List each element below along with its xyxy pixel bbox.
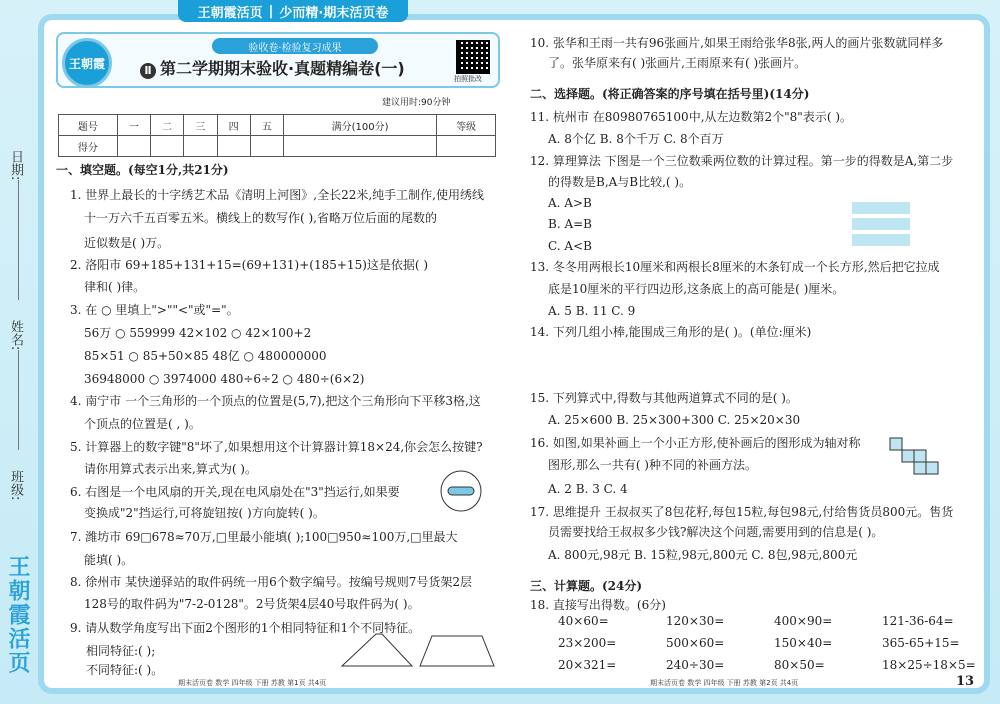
question-line: C. A<B — [548, 239, 592, 253]
date-line — [18, 180, 19, 300]
question-line: 5. 计算器上的数字键"8"坏了,如果想用这个计算器计算18×24,你会怎么按键? — [70, 440, 483, 454]
question-line: 2. 洛阳市 69+185+131+15=(69+131)+(185+15)这是依据( ) — [70, 258, 429, 272]
question-line: B. A=B — [548, 217, 592, 231]
brand-name: 王朝霞活页 — [197, 5, 263, 21]
question-line: 128号的取件码为"7-2-0128"。2号货架4层40号取件码为( )。 — [84, 597, 420, 611]
trapezoid-figures — [336, 632, 498, 670]
question-line: A. 2 B. 3 C. 4 — [548, 482, 628, 496]
calc-item: 365-65+15= — [882, 636, 960, 650]
paper-number: Ⅱ — [140, 63, 156, 79]
sub-banner: 验收卷·检验复习成果 — [212, 38, 378, 54]
question-line: 不同特征:( )。 — [86, 663, 164, 677]
calc-item: 40×60= — [558, 614, 609, 628]
page-number: 13 — [956, 674, 975, 689]
calc-item: 120×30= — [666, 614, 725, 628]
calc-item: 18×25÷18×5= — [882, 658, 976, 672]
question-line: 85×51 ○ 85+50×85 48亿 ○ 480000000 — [84, 349, 327, 363]
question-line: 的得数是B,A与B比较,( )。 — [548, 175, 692, 189]
question-line: 18. 直接写出得数。(6分) — [530, 598, 666, 612]
grid-squares-figure — [888, 436, 944, 476]
score-header-row: 题号 一 二 三 四 五 满分(100分) 等级 — [59, 115, 496, 136]
qr-code-icon[interactable] — [456, 40, 490, 74]
brand-logo: 王朝霞 — [62, 38, 112, 88]
class-label: 班级: — [8, 470, 23, 501]
question-line: 8. 徐州市 某快递驿站的取件码统一用6个数字编号。按编号规则7号货架2层 — [70, 575, 472, 589]
question-line: 请你用算式表示出来,算式为( )。 — [84, 462, 257, 476]
question-line: 员需要找给王叔叔多少钱?解决这个问题,需要用到的信息是( )。 — [548, 525, 884, 539]
footer-right: 期末活页卷 数学 四年级 下册 苏教 第2页 共4页 — [650, 679, 799, 687]
question-line: 14. 下列几组小棒,能围成三角形的是( )。(单位:厘米) — [530, 325, 812, 339]
suggested-time: 建议用时:90分钟 — [382, 98, 451, 108]
question-line: 7. 潍坊市 69□678≈70万,□里最小能填( );100□950≈100万,□里最大 — [70, 530, 458, 544]
question-line: 36948000 ○ 3974000 480÷6÷2 ○ 480÷(6×2) — [84, 372, 365, 386]
calc-item: 80×50= — [774, 658, 825, 672]
series-name: 少而精·期末活页卷 — [279, 5, 389, 21]
question-line: 底是10厘米的平行四边形,这条底上的高可能是( )厘米。 — [548, 282, 845, 296]
fan-switch-figure — [436, 466, 486, 516]
question-line: 图形,那么一共有( )种不同的补画方法。 — [548, 458, 757, 472]
question-line: 13. 冬冬用两根长10厘米和两根长8厘米的木条钉成一个长方形,然后把它拉成 — [530, 260, 940, 274]
question-line: A. A>B — [548, 196, 592, 210]
question-line: 了。张华原来有( )张画片,王雨原来有( )张画片。 — [548, 56, 807, 70]
qr-caption: 拍照批改 — [454, 75, 482, 83]
calc-item: 121-36-64= — [882, 614, 954, 628]
question-line: 十一万六千五百零五米。横线上的数写作( ),省略万位后面的尾数的 — [84, 211, 437, 225]
question-line: 个顶点的位置是( , )。 — [84, 417, 201, 431]
section-heading: 三、计算题。(24分) — [530, 579, 643, 593]
question-line: 15. 下列算式中,得数与其他两道算式不同的是( )。 — [530, 391, 798, 405]
question-line: 相同特征:( ); — [86, 644, 156, 658]
score-row: 得分 — [59, 136, 496, 157]
question-line: 12. 算理算法 下图是一个三位数乘两位数的计算过程。第一步的得数是A,第二步 — [530, 154, 954, 168]
question-line: A. 800元,98元 B. 15粒,98元,800元 C. 8包,98元,800元 — [548, 548, 858, 562]
calc-item: 23×200= — [558, 636, 617, 650]
question-line: 3. 在 ○ 里填上">""<"或"="。 — [70, 303, 239, 317]
question-line: 1. 世界上最长的十字绣艺术品《清明上河图》,全长22米,纯手工制作,使用绣线 — [70, 188, 484, 202]
question-line: A. 8个亿 B. 8个千万 C. 8个百万 — [548, 132, 724, 146]
section-heading: 一、填空题。(每空1分,共21分) — [56, 163, 229, 177]
section-heading: 二、选择题。(将正确答案的序号填在括号里)(14分) — [530, 87, 810, 101]
question-line: 近似数是( )万。 — [84, 236, 170, 250]
question-line: 律和( )律。 — [84, 280, 146, 294]
question-line: 56万 ○ 559999 42×102 ○ 42×100+2 — [84, 326, 312, 340]
question-line: A. 25×600 B. 25×300+300 C. 25×20×30 — [548, 413, 801, 427]
question-line: 4. 南宁市 一个三角形的一个顶点的位置是(5,7),把这个三角形向下平移3格,这 — [70, 394, 481, 408]
question-line: 11. 杭州市 在80980765100中,从左边数第2个"8"表示( )。 — [530, 110, 852, 124]
calc-item: 150×40= — [774, 636, 833, 650]
question-line: 变换成"2"挡运行,可将旋钮按( )方向旋转( )。 — [84, 506, 325, 520]
top-banner: 王朝霞活页 | 少而精·期末活页卷 — [178, 0, 408, 22]
footer-left: 期末活页卷 数学 四年级 下册 苏教 第1页 共4页 — [178, 679, 327, 687]
score-table — [58, 114, 496, 157]
calc-item: 240÷30= — [666, 658, 725, 672]
question-line: 16. 如图,如果补画上一个小正方形,使补画后的图形成为轴对称 — [530, 436, 861, 450]
page-title: Ⅱ 第二学期期末验收·真题精编卷(一) — [140, 56, 405, 79]
binding-gutter — [0, 0, 38, 704]
date-label: 日期: — [8, 150, 23, 181]
question-line: A. 5 B. 11 C. 9 — [548, 304, 636, 318]
calc-item: 500×60= — [666, 636, 725, 650]
question-line: 9. 请从数学角度写出下面2个图形的1个相同特征和1个不同特征。 — [70, 621, 421, 635]
question-line: 17. 思维提升 王叔叔买了8包花籽,每包15粒,每包98元,付给售货员800元。售货 — [530, 505, 954, 519]
multiplication-figure — [846, 172, 966, 247]
question-line: 6. 右图是一个电风扇的开关,现在电风扇处在"3"挡运行,如果要 — [70, 485, 400, 499]
calc-item: 20×321= — [558, 658, 617, 672]
brand-vertical: 王朝霞活页 — [5, 555, 30, 675]
question-line: 10. 张华和王雨一共有96张画片,如果王雨给张华8张,两人的画片张数就同样多 — [530, 36, 944, 50]
name-line — [18, 350, 19, 450]
question-line: 能填( )。 — [84, 553, 134, 567]
calc-item: 400×90= — [774, 614, 833, 628]
name-label: 姓名: — [8, 320, 23, 351]
